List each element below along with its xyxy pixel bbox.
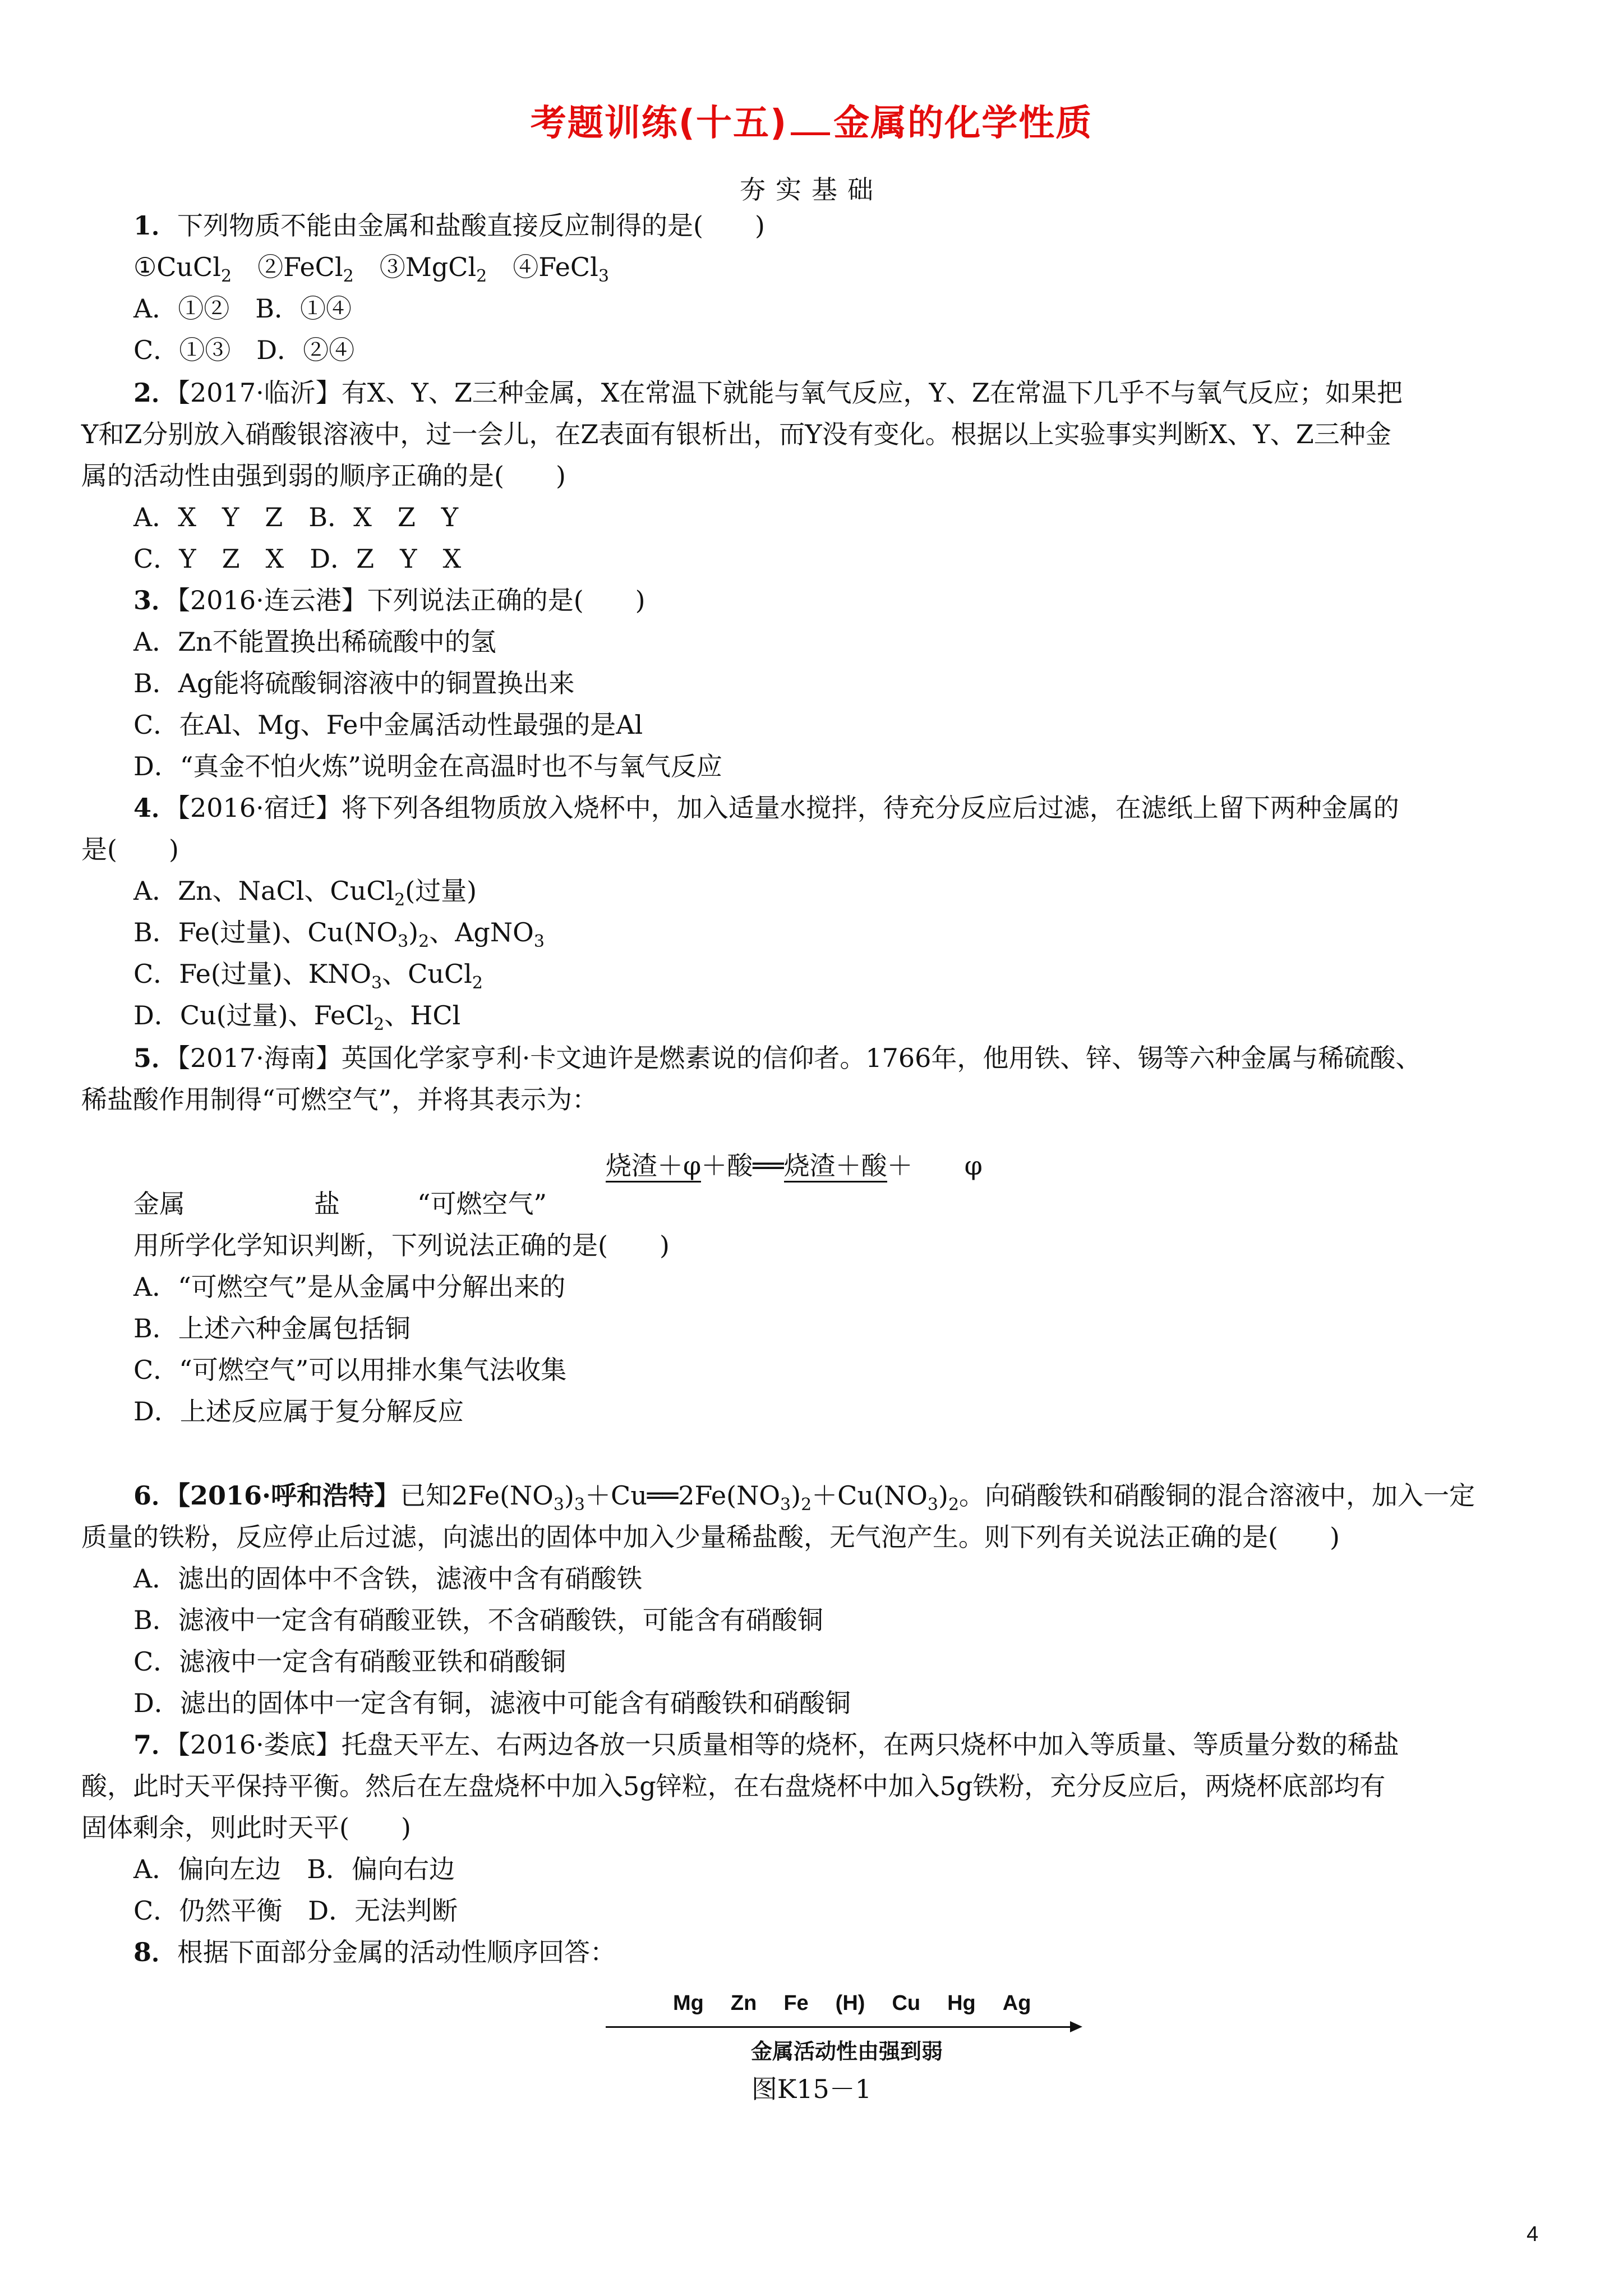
q2-options-cd: C．Y Z X D．Z Y X <box>133 544 462 574</box>
q2-stem-1: 2．【2017·临沂】有X、Y、Z三种金属，X在常温下就能与氧气反应，Y、Z在常温下几乎不与氧气反应；如果把 <box>133 378 1403 408</box>
q3-option-c: C．在Al、Mg、Fe中金属活动性最强的是Al <box>133 710 643 740</box>
q4-option-a: A．Zn、NaCl、CuCl$_2$(过量) <box>133 876 477 910</box>
q4-stem-2: 是( ) <box>81 834 179 864</box>
q6-option-d: D．滤出的固体中一定含有铜，滤液中可能含有硝酸铁和硝酸铜 <box>133 1688 851 1718</box>
metal-ag: Ag <box>1002 1991 1031 2015</box>
activity-arrow-line <box>606 2026 1076 2028</box>
q5-judge: 用所学化学知识判断，下列说法正确的是( ) <box>133 1230 670 1260</box>
q6-stem-1: 6．【2016·呼和浩特】已知$2Fe(NO_3)_3+Cu══2Fe(NO_3)_2+Cu(NO_3)_2$。向硝酸铁和硝酸铜的混合溶液中，加入一定 <box>133 1480 1476 1515</box>
metal-h: (H) <box>835 1991 865 2015</box>
activity-axis-label: 金属活动性由强到弱 <box>750 2039 943 2064</box>
q1-stem: 1．下列物质不能由金属和盐酸直接反应制得的是( ) <box>133 210 765 241</box>
page-number: 4 <box>1527 2223 1539 2246</box>
q4-option-d: D．Cu(过量)、FeCl$_2$、HCl <box>133 1000 461 1034</box>
metal-list <box>673 1991 1058 2016</box>
q4-option-c: C．Fe(过量)、$KNO_3$、CuCl$_2$ <box>133 959 483 993</box>
metal-mg: Mg <box>673 1991 704 2015</box>
q5-equation-labels: 金属 盐 “可燃空气” <box>133 1189 547 1219</box>
q3-option-a: A．Zn不能置换出稀硫酸中的氢 <box>133 627 496 657</box>
q6-option-c: C．滤液中一定含有硝酸亚铁和硝酸铜 <box>133 1646 566 1677</box>
q6-option-a: A．滤出的固体中不含铁，滤液中含有硝酸铁 <box>133 1563 643 1594</box>
q5-option-a: A．“可燃空气”是从金属中分解出来的 <box>133 1272 566 1302</box>
q2-stem-3: 属的活动性由强到弱的顺序正确的是( ) <box>81 461 566 491</box>
q6-option-b: B．滤液中一定含有硝酸亚铁，不含硝酸铁，可能含有硝酸铜 <box>133 1605 823 1635</box>
q4-stem-1: 4．【2016·宿迁】将下列各组物质放入烧杯中，加入适量水搅拌，待充分反应后过滤，在滤纸上留下两种金属的 <box>133 793 1399 823</box>
metal-zn: Zn <box>730 1991 757 2015</box>
q7-stem-3: 固体剩余，则此时天平( ) <box>81 1812 411 1843</box>
q7-options-cd: C．仍然平衡 D．无法判断 <box>133 1895 458 1926</box>
figure-caption: 图K15－1 <box>751 2074 872 2104</box>
metal-hg: Hg <box>947 1991 976 2015</box>
q4-option-b: B．Fe(过量)、$Cu(NO_3)_2$、AgNO$_3$ <box>133 917 545 951</box>
q3-stem: 3．【2016·连云港】下列说法正确的是( ) <box>133 585 645 615</box>
q5-stem-1: 5．【2017·海南】英国化学家亨利·卡文迪许是燃素说的信仰者。1766年，他用铁、锌、锡等六种金属与稀硫酸、 <box>133 1043 1422 1073</box>
q5-stem-2: 稀盐酸作用制得“可燃空气”，并将其表示为： <box>81 1084 598 1115</box>
metal-fe: Fe <box>783 1991 809 2015</box>
q7-stem-2: 酸，此时天平保持平衡。然后在左盘烧杯中加入5g锌粒，在右盘烧杯中加入5g铁粉，充分反应后，两烧杯底部均有 <box>81 1771 1386 1801</box>
q1-options-ab: A．①② B．①④ <box>133 293 352 324</box>
q3-option-b: B．Ag能将硫酸铜溶液中的铜置换出来 <box>133 668 575 698</box>
q5-option-c: C．“可燃空气”可以用排水集气法收集 <box>133 1355 567 1385</box>
q6-stem-2: 质量的铁粉，反应停止后过滤，向滤出的固体中加入少量稀盐酸，无气泡产生。则下列有关说法正确的是( ) <box>81 1522 1340 1552</box>
q8-stem: 8．根据下面部分金属的活动性顺序回答： <box>133 1937 616 1967</box>
q1-options-cd: C．①③ D．②④ <box>133 335 355 365</box>
q5-option-d: D．上述反应属于复分解反应 <box>133 1396 464 1427</box>
q2-options-ab: A．X Y Z B．X Z Y <box>133 502 459 532</box>
section-heading: 夯实基础 <box>740 174 883 205</box>
q7-options-ab: A．偏向左边 B．偏向右边 <box>133 1854 455 1884</box>
q5-option-b: B．上述六种金属包括铜 <box>133 1313 411 1343</box>
activity-series-figure <box>606 1991 1088 2064</box>
arrow-right-icon <box>1070 2021 1082 2032</box>
metal-cu: Cu <box>892 1991 921 2015</box>
q2-stem-2: Y和Z分别放入硝酸银溶液中，过一会儿，在Z表面有银析出，而Y没有变化。根据以上实验事实判断X、Y、Z三种金 <box>81 419 1391 449</box>
q5-equation: 烧渣＋φ＋酸══烧渣＋酸＋ φ <box>606 1145 983 1182</box>
q1-items: ①CuCl$_2$ ②FeCl$_2$ ③MgCl$_2$ ④FeCl$_3$ <box>133 252 609 286</box>
q3-option-d: D．“真金不怕火炼”说明金在高温时也不与氧气反应 <box>133 751 722 781</box>
q7-stem-1: 7．【2016·娄底】托盘天平左、右两边各放一只质量相等的烧杯，在两只烧杯中加入等质量、等质量分数的稀盐 <box>133 1729 1399 1760</box>
title-blank <box>791 105 830 135</box>
page-title: 考题训练(十五) 金属的化学性质 <box>530 103 1093 144</box>
